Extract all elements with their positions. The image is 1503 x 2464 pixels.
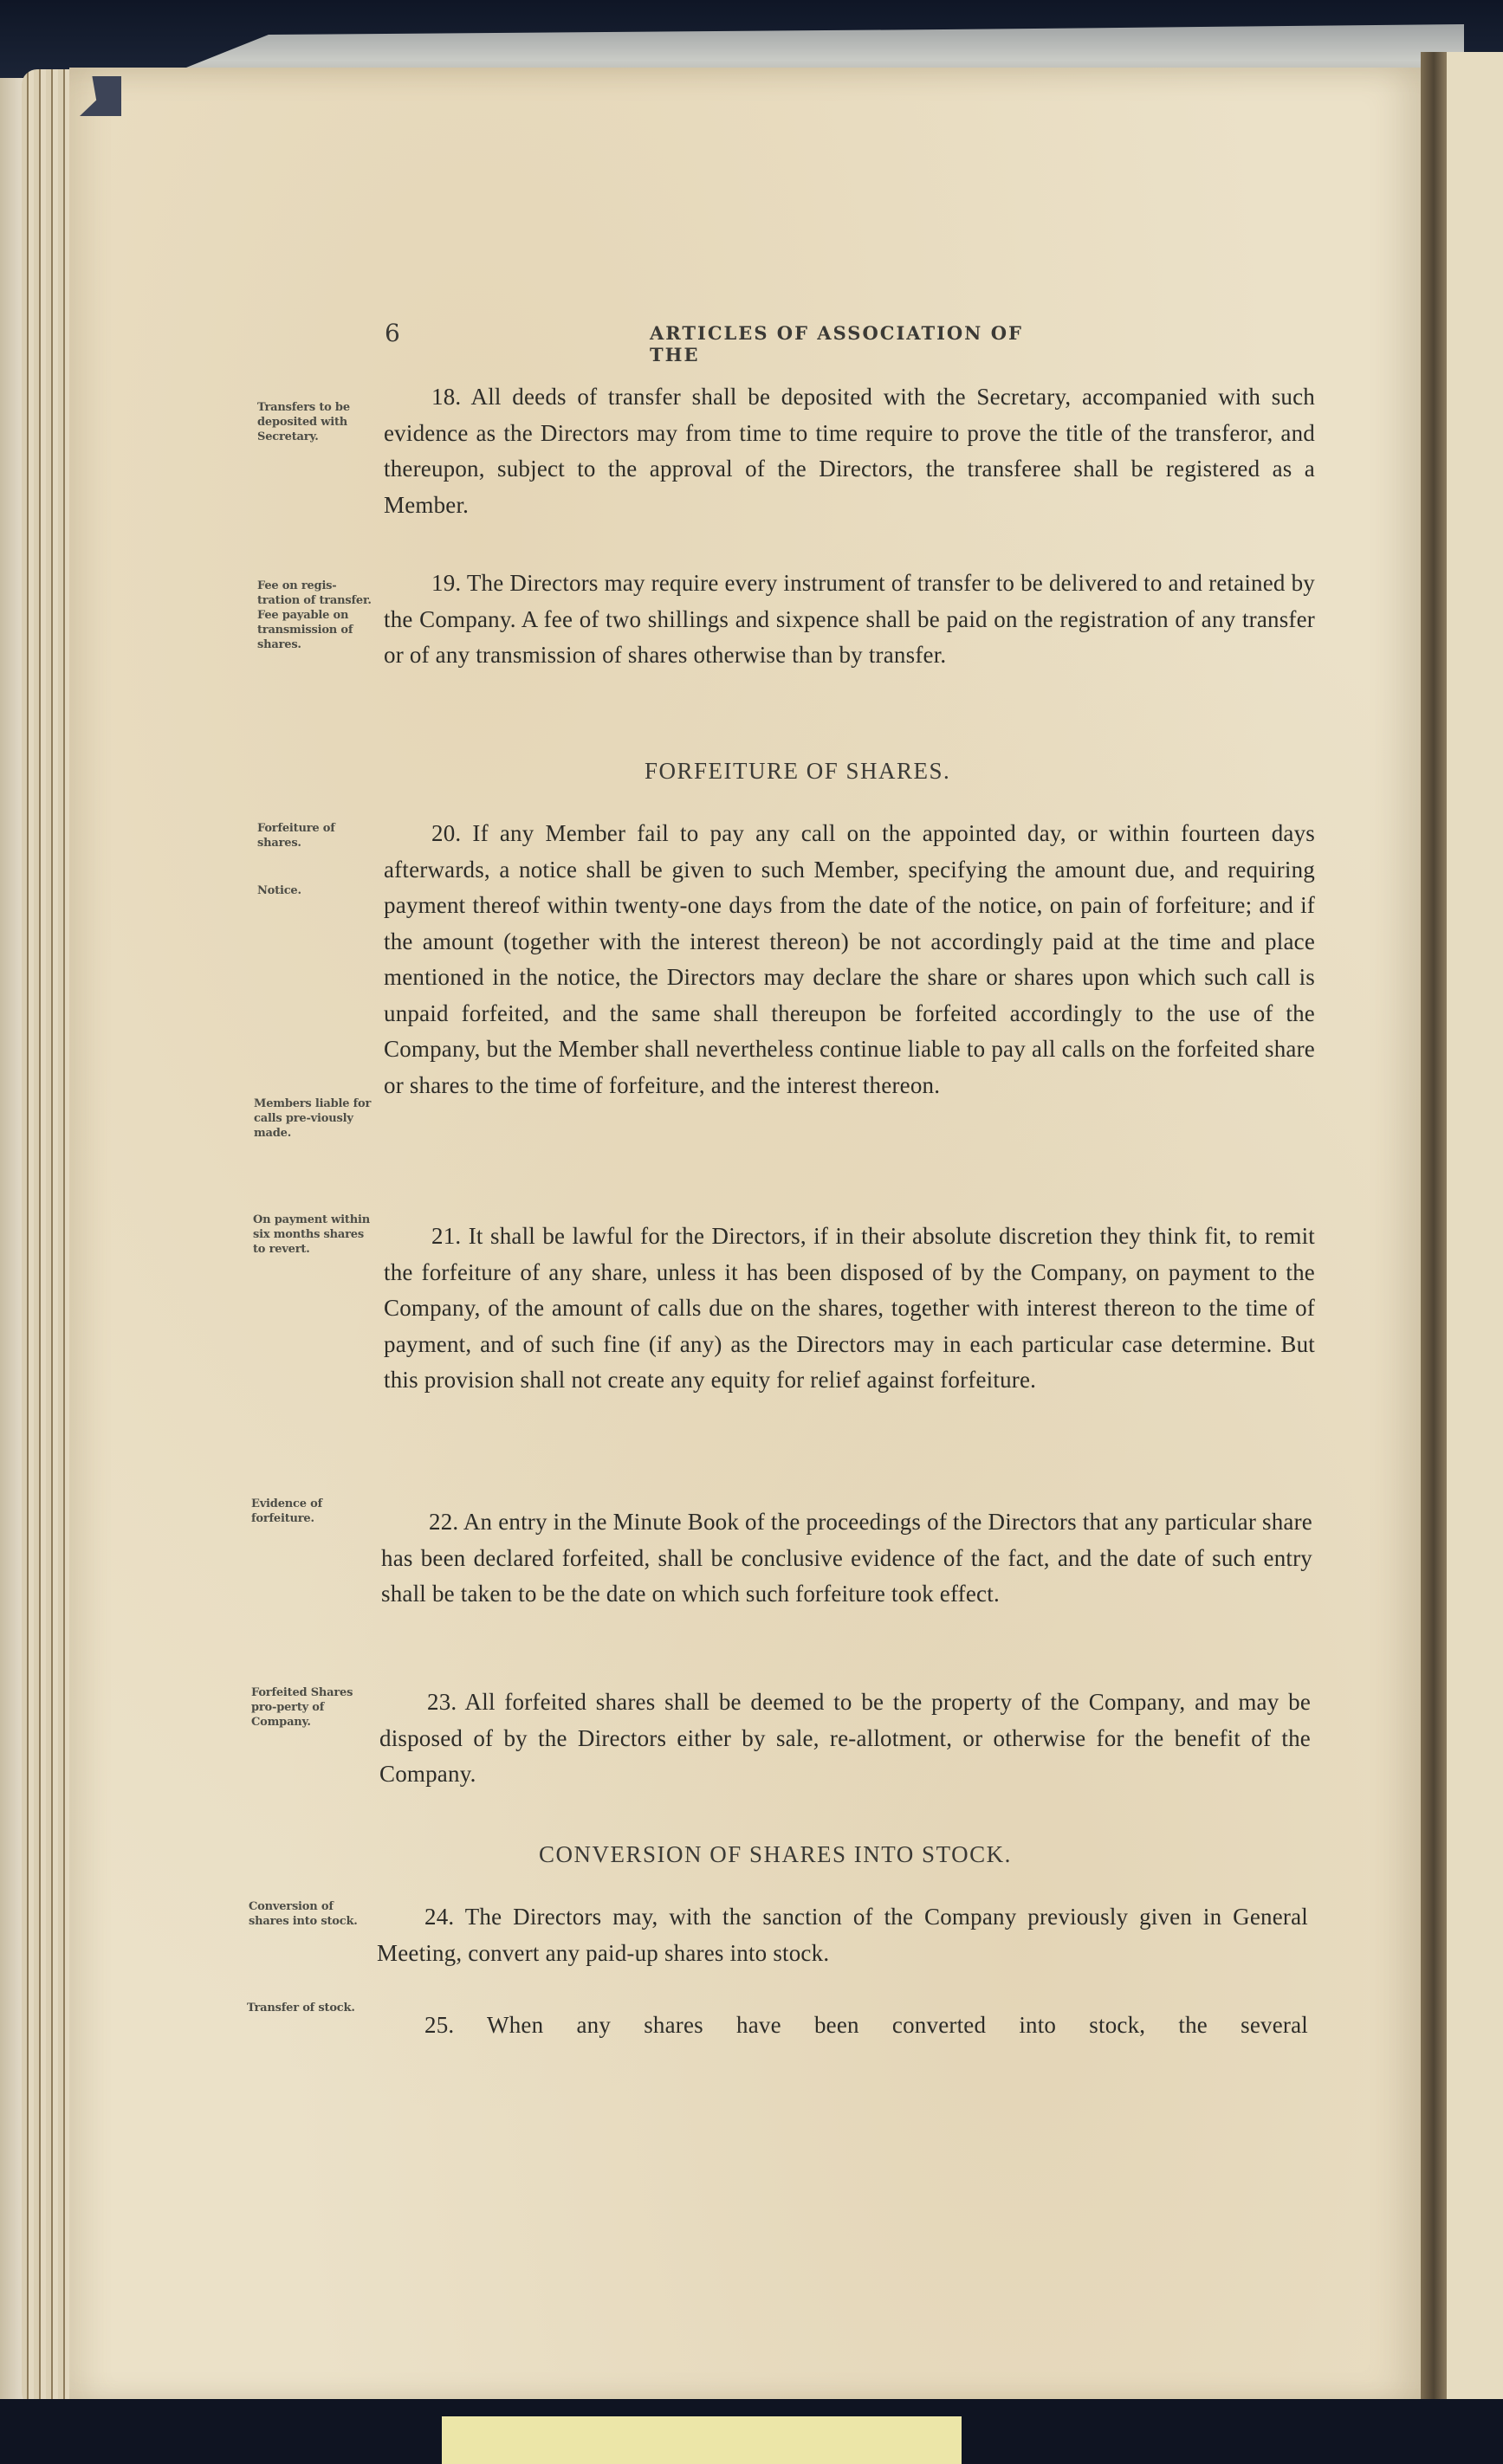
margin-note-transfer-stock: Transfer of stock. — [247, 2002, 355, 2015]
margin-note-forfeiture: Forfeiture of shares. — [257, 822, 335, 850]
article-25 — [377, 2008, 1308, 2044]
article-19 — [384, 566, 1315, 674]
running-title: ARTICLES OF ASSOCIATION OF THE — [650, 322, 1023, 365]
margin-note-forfeited-shares: Forfeited Shares pro-perty of Company. — [251, 1686, 353, 1729]
book-gutter — [1421, 52, 1447, 2416]
article-21-text: 21. It shall be lawful for the Directors, if in their absolute discretion they think fit, to remit the forfeiture of any share, unless it has been disposed of by the Company, on payment to the Company, of the amount of calls due on the shares, together with interest thereon to the time of payment, and of such fine (if any) as the Directors may in each particular case determine. But this provision shall not create any equity for relief against forfeiture. — [384, 1223, 1315, 1393]
article-25-text: 25. When any shares have been converted into stock, the several — [424, 2012, 1308, 2038]
margin-note-evidence: Evidence of forfeiture. — [251, 1497, 322, 1525]
article-23-text: 23. All forfeited shares shall be deemed to be the property of the Company, and may be disposed of by the Directors either by sale, re-allotment, or otherwise for the benefit of the Company. — [379, 1689, 1311, 1787]
article-18 — [384, 379, 1315, 523]
margin-note-fee: Fee on regis-tration of transfer. Fee payable on transmission of shares. — [257, 579, 372, 651]
article-24 — [377, 1899, 1308, 1971]
article-22-text: 22. An entry in the Minute Book of the proceedings of the Directors that any particular share has been declared forfeited, shall be conclusive evidence of the fact, and the date of such entry shall be taken to be the date on which such forfeiture took effect. — [381, 1509, 1312, 1607]
margin-note-on-payment: On payment within six months shares to revert. — [253, 1213, 370, 1256]
article-20 — [384, 816, 1315, 1103]
section-heading-conversion: CONVERSION OF SHARES INTO STOCK. — [539, 1841, 1012, 1867]
article-19-text: 19. The Directors may require every instrument of transfer to be delivered to and retained by the Company. A fee of two shillings and sixpence shall be paid on the registration of any transfer or of any transmission of shares otherwise than by transfer. — [384, 570, 1315, 668]
article-21 — [384, 1219, 1315, 1399]
margin-note-conversion: Conversion of shares into stock. — [249, 1900, 358, 1928]
bookmark-ribbon — [442, 2416, 962, 2464]
article-23 — [379, 1685, 1311, 1793]
page-number: 6 — [385, 319, 400, 347]
article-24-text: 24. The Directors may, with the sanction of the Company previously given in General Meeting, convert any paid-up shares into stock. — [377, 1904, 1308, 1966]
article-18-text: 18. All deeds of transfer shall be deposited with the Secretary, accompanied with such evidence as the Directors may from time to time require to prove the title of the transferor, and thereupon, subject to the approval of the Directors, the transferee shall be registered as a Member. — [384, 384, 1315, 518]
facing-page-edge — [1445, 52, 1503, 2416]
margin-note-transfers: Transfers to be deposited with Secretary. — [257, 401, 350, 443]
article-22 — [381, 1504, 1312, 1613]
margin-note-notice: Notice. — [257, 884, 301, 897]
running-head — [381, 319, 1057, 365]
margin-note-members-liable: Members liable for calls pre-viously made. — [254, 1097, 372, 1140]
article-20-text: 20. If any Member fail to pay any call on the appointed day, or within fourteen days afterwards, a notice shall be given to such Member, specifying the amount due, and requiring payment thereof within twenty-one days from the date of the notice, on pain of forfeiture; and if the amount (together with the interest thereon) be not accordingly paid at the time and place mentioned in the notice, the Directors may declare the share or shares upon which such call is unpaid forfeited, and the same shall thereupon be forfeited accordingly to the use of the Company, but the Member shall nevertheless continue liable to pay all calls on the forfeited share or shares to the time of forfeiture, and the interest thereon. — [384, 820, 1315, 1098]
section-heading-forfeiture: FORFEITURE OF SHARES. — [645, 758, 951, 784]
